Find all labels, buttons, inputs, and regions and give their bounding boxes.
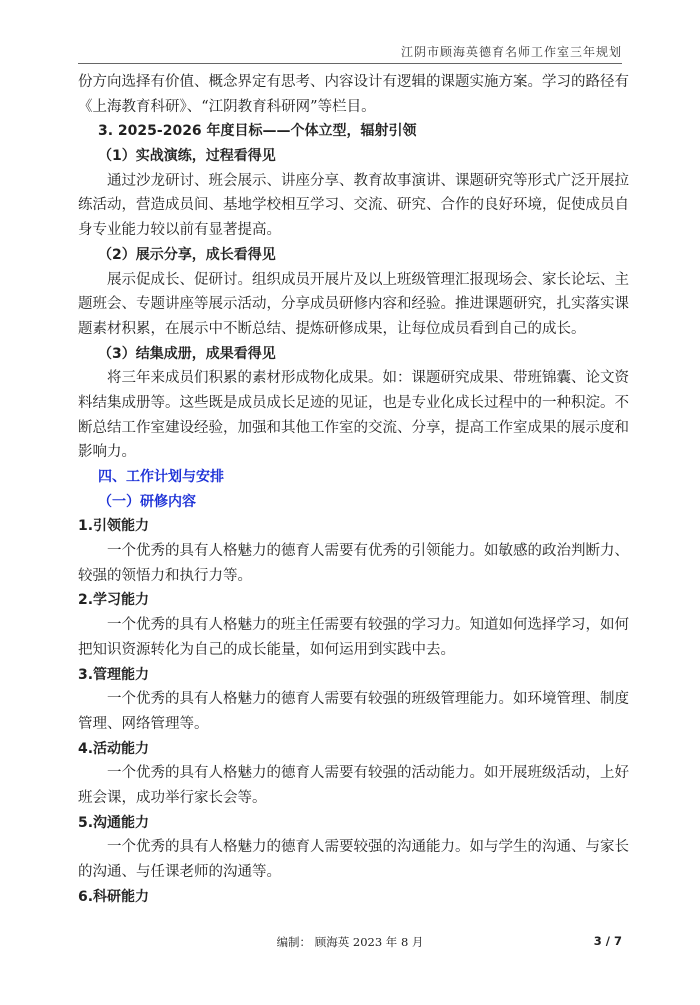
chapter-heading-work-plan: 四、工作计划与安排 <box>98 469 224 485</box>
item-heading-management: 3.管理能力 <box>78 666 150 683</box>
body-text-line: 一个优秀的具有人格魅力的班主任需要有较强的学习力。知道如何选择学习，如何 <box>107 617 629 634</box>
item-heading-learning: 2.学习能力 <box>78 592 150 609</box>
body-text-line: 一个优秀的具有人格魅力的德育人需要有较强的班级管理能力。如环境管理、制度 <box>107 691 629 708</box>
body-text-line: 份方向选择有价值、概念界定有思考、内容设计有逻辑的课题实施方案。学习的路径有 <box>78 74 629 90</box>
section-heading-goal-3: 3. 2025-2026 年度目标——个体立型，辐射引领 <box>98 123 417 140</box>
body-text-line: 一个优秀的具有人格魅力的德育人需要较强的沟通能力。如与学生的沟通、与家长 <box>107 839 629 856</box>
body-text-line: 班会课，成功举行家长会等。 <box>78 789 267 806</box>
item-heading-communication: 5.沟通能力 <box>78 814 150 831</box>
body-text-line: 一个优秀的具有人格魅力的德育人需要有较强的活动能力。如开展班级活动，上好 <box>107 765 629 782</box>
document-body <box>78 70 629 909</box>
subheading-compilation: （3）结集成册，成果看得见 <box>98 345 276 362</box>
body-text-line: 通过沙龙研讨、班会展示、讲座分享、教育故事演讲、课题研究等形式广泛开展拉 <box>107 172 629 189</box>
item-heading-leadership: 1.引领能力 <box>78 518 150 535</box>
item-heading-activity: 4.活动能力 <box>78 740 150 757</box>
header-divider <box>78 63 622 64</box>
running-header: 江阴市顾海英德育名师工作室三年规划 <box>400 45 622 59</box>
body-text-line: 较强的领悟力和执行力等。 <box>78 567 252 584</box>
body-text-line: 料结集成册等。这些既是成员成长足迹的见证，也是专业化成长过程中的一种积淀。不 <box>78 394 629 411</box>
body-text-line: 管理、网络管理等。 <box>78 715 209 732</box>
body-text-line: 断总结工作室建设经验，加强和其他工作室的交流、分享，提高工作室成果的展示度和 <box>78 419 629 436</box>
body-text-line: 的沟通、与任课老师的沟通等。 <box>78 864 281 880</box>
body-text-line: 身专业能力较以前有显著提高。 <box>78 222 281 239</box>
body-text-line: 练活动，营造成员间、基地学校相互学习、交流、研究、合作的良好环境，促使成员自 <box>78 197 629 214</box>
body-text-line: 展示促成长、促研讨。组织成员开展片及以上班级管理汇报现场会、家长论坛、主 <box>107 271 629 288</box>
body-text-line: 影响力。 <box>78 444 136 461</box>
page-number: 3 / 7 <box>593 934 622 948</box>
section-heading-study-content: （一）研修内容 <box>98 493 196 510</box>
body-text-line: 把知识资源转化为自己的成长能量，如何运用到实践中去。 <box>78 641 455 658</box>
body-text-line: 《上海教育科研》、“江阴教育科研网”等栏目。 <box>78 98 376 115</box>
item-heading-research: 6.科研能力 <box>78 888 150 905</box>
body-text-line: 题班会、专题讲座等展示活动，分享成员研修内容和经验。推进课题研究，扎实落实课 <box>78 296 629 313</box>
subheading-showcase: （2）展示分享，成长看得见 <box>98 246 276 263</box>
body-text-line: 一个优秀的具有人格魅力的德育人需要有优秀的引领能力。如敏感的政治判断力、 <box>107 543 629 560</box>
body-text-line: 题素材积累，在展示中不断总结、提炼研修成果，让每位成员看到自己的成长。 <box>78 320 586 337</box>
footer-author-date: 编制： 顾海英 2023 年 8 月 <box>276 935 424 949</box>
subheading-practice: （1）实战演练，过程看得见 <box>98 148 276 165</box>
body-text-line: 将三年来成员们积累的素材形成物化成果。如：课题研究成果、带班锦囊、论文资 <box>107 370 629 387</box>
